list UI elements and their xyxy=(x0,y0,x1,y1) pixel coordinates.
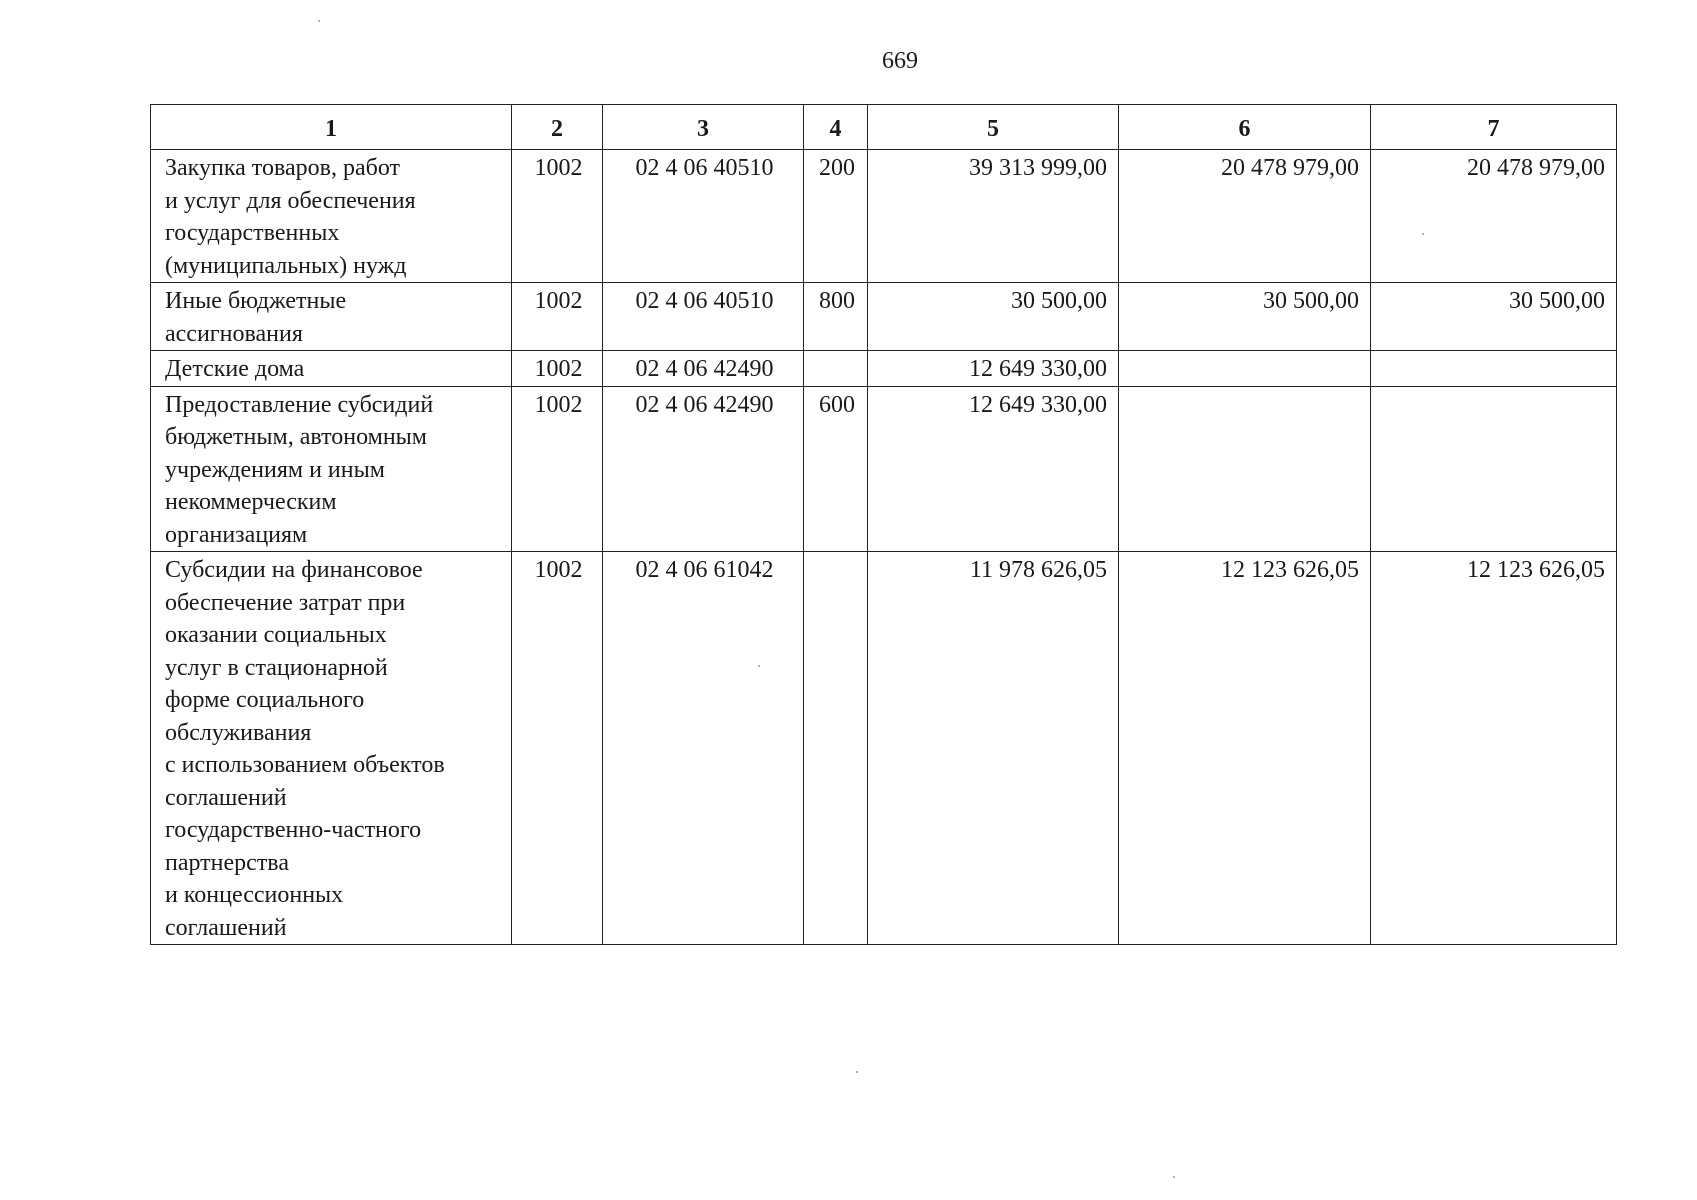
column-header-7: 7 xyxy=(1371,105,1617,150)
budget-table xyxy=(150,104,1617,945)
scan-speck xyxy=(758,665,760,667)
column-header-1: 1 xyxy=(151,105,512,150)
row-name: Иные бюджетные ассигнования xyxy=(151,283,512,351)
scan-speck xyxy=(856,1071,858,1073)
row-value-col7 xyxy=(1371,386,1617,552)
row-value-col6: 30 500,00 xyxy=(1119,283,1371,351)
row-section: 1002 xyxy=(512,150,603,283)
row-name: Детские дома xyxy=(151,351,512,387)
row-name: Субсидии на финансовое обеспечение затрат при оказании социальных услуг в стационарной форме социального обслуживания с использованием объектов соглашений государственно-частного партнерства и концессионных соглашений xyxy=(151,552,512,945)
row-target-code: 02 4 06 42490 xyxy=(603,351,804,387)
scan-speck xyxy=(1173,1176,1175,1178)
row-section: 1002 xyxy=(512,351,603,387)
row-value-col5: 11 978 626,05 xyxy=(868,552,1119,945)
row-value-col7: 20 478 979,00 xyxy=(1371,150,1617,283)
column-header-5: 5 xyxy=(868,105,1119,150)
row-expense-type xyxy=(804,552,868,945)
table-row xyxy=(151,552,1617,945)
row-value-col7 xyxy=(1371,351,1617,387)
row-value-col7: 12 123 626,05 xyxy=(1371,552,1617,945)
row-expense-type: 800 xyxy=(804,283,868,351)
table-row xyxy=(151,386,1617,552)
row-expense-type: 200 xyxy=(804,150,868,283)
column-header-3: 3 xyxy=(603,105,804,150)
row-expense-type xyxy=(804,351,868,387)
scan-speck xyxy=(318,20,320,22)
row-section: 1002 xyxy=(512,552,603,945)
row-value-col5: 30 500,00 xyxy=(868,283,1119,351)
column-header-6: 6 xyxy=(1119,105,1371,150)
row-section: 1002 xyxy=(512,386,603,552)
row-name: Предоставление субсидий бюджетным, автономным учреждениям и иным некоммерческим организациям xyxy=(151,386,512,552)
column-header-2: 2 xyxy=(512,105,603,150)
scan-speck xyxy=(1422,233,1424,235)
row-value-col6: 20 478 979,00 xyxy=(1119,150,1371,283)
row-value-col6: 12 123 626,05 xyxy=(1119,552,1371,945)
column-header-4: 4 xyxy=(804,105,868,150)
page-number: 669 xyxy=(882,48,918,74)
row-value-col6 xyxy=(1119,351,1371,387)
row-value-col5: 39 313 999,00 xyxy=(868,150,1119,283)
row-section: 1002 xyxy=(512,283,603,351)
row-value-col5: 12 649 330,00 xyxy=(868,351,1119,387)
row-name: Закупка товаров, работ и услуг для обеспечения государственных (муниципальных) нужд xyxy=(151,150,512,283)
row-target-code: 02 4 06 42490 xyxy=(603,386,804,552)
table-row xyxy=(151,351,1617,387)
row-expense-type: 600 xyxy=(804,386,868,552)
table-row xyxy=(151,150,1617,283)
table-row xyxy=(151,283,1617,351)
row-target-code: 02 4 06 40510 xyxy=(603,283,804,351)
row-value-col6 xyxy=(1119,386,1371,552)
row-target-code: 02 4 06 40510 xyxy=(603,150,804,283)
row-value-col5: 12 649 330,00 xyxy=(868,386,1119,552)
row-target-code: 02 4 06 61042 xyxy=(603,552,804,945)
header-row xyxy=(151,105,1617,150)
row-value-col7: 30 500,00 xyxy=(1371,283,1617,351)
